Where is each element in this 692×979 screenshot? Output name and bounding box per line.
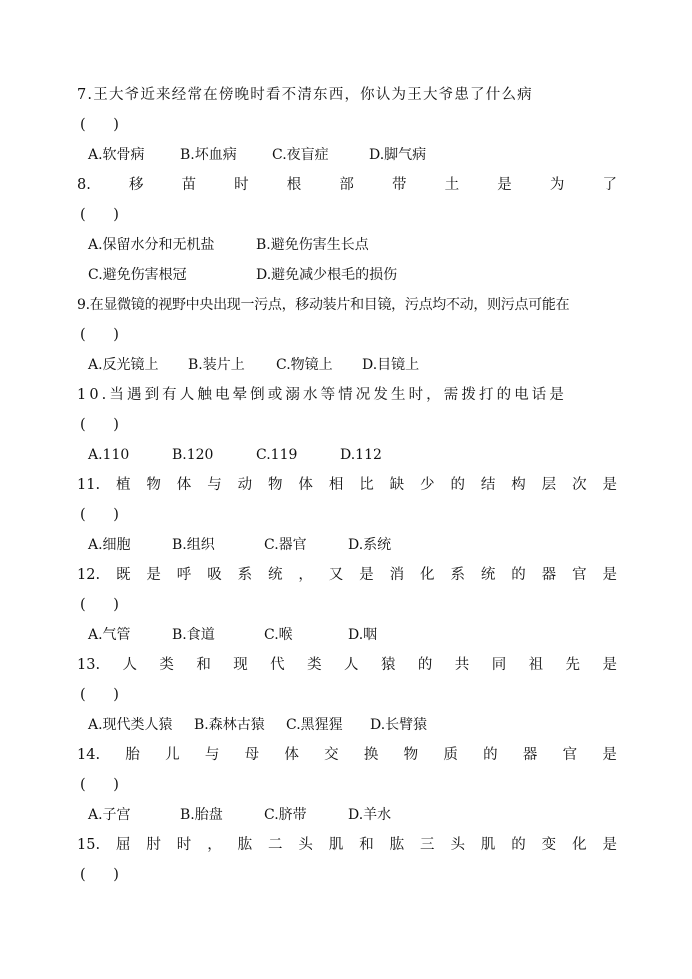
question-14-options xyxy=(88,804,391,826)
stem-char: 换 xyxy=(363,747,379,763)
stem-char: 化 xyxy=(420,567,435,583)
stem-char: 代 xyxy=(270,657,285,673)
stem-char: 和 xyxy=(359,837,374,853)
option-b: B.坏血病 xyxy=(180,147,237,163)
option-c: C.脐带 xyxy=(264,807,307,823)
question-number: 15. xyxy=(77,837,101,853)
stem-char: 土 xyxy=(444,177,460,193)
stem-char: 器 xyxy=(541,567,557,583)
stem-char: 人 xyxy=(344,657,359,673)
stem-char: 时 xyxy=(176,837,192,853)
stem-char: 根 xyxy=(286,177,302,193)
stem-char: 与 xyxy=(207,477,222,493)
answer-blank: ( ) xyxy=(80,507,119,523)
option-c: C.喉 xyxy=(264,627,293,643)
stem-char: 层 xyxy=(541,477,557,493)
stem-char: ， xyxy=(298,567,313,583)
option-d: D.目镜上 xyxy=(362,357,420,373)
stem-char: 少 xyxy=(420,477,435,493)
question-number: 7. xyxy=(77,87,94,103)
stem-char: 和 xyxy=(196,657,211,673)
stem-char: 肱 xyxy=(389,837,405,853)
answer-blank: ( ) xyxy=(80,207,119,223)
stem-char: 了 xyxy=(602,177,617,193)
stem-char: 系 xyxy=(450,567,465,583)
question-text: 当遇到有人触电晕倒或溺水等情况发生时，需拨打的电话是 xyxy=(109,387,567,403)
stem-char: 又 xyxy=(328,567,344,583)
stem-char: 肌 xyxy=(328,837,344,853)
stem-char: 次 xyxy=(572,477,587,493)
question-9-stem xyxy=(77,294,617,316)
question-8-options-row1 xyxy=(88,234,369,256)
option-d: D.112 xyxy=(340,447,382,463)
option-d: D.系统 xyxy=(348,537,392,553)
option-c: C.夜盲症 xyxy=(272,147,329,163)
stem-char: 带 xyxy=(392,177,407,193)
stem-char: 的 xyxy=(511,567,526,583)
answer-blank: ( ) xyxy=(80,867,119,883)
stem-char: ， xyxy=(207,837,222,853)
stem-char: 共 xyxy=(454,657,470,673)
stem-char: 是 xyxy=(359,567,374,583)
option-b: B.食道 xyxy=(172,627,215,643)
stem-char: 体 xyxy=(298,477,313,493)
stem-char: 胎 xyxy=(125,747,140,763)
question-11-stem xyxy=(77,474,617,496)
stem-char: 消 xyxy=(389,567,405,583)
stem-char: 体 xyxy=(284,747,299,763)
option-c: C.器官 xyxy=(264,537,307,553)
answer-blank: ( ) xyxy=(80,117,119,133)
question-number: 9. xyxy=(77,297,90,313)
stem-char: 苗 xyxy=(181,177,197,193)
stem-char: 吸 xyxy=(207,567,222,583)
question-7-options xyxy=(88,144,426,166)
stem-char: 物 xyxy=(268,477,283,493)
stem-char: 呼 xyxy=(176,567,192,583)
option-b: B.120 xyxy=(172,447,214,463)
stem-char: 统 xyxy=(480,567,496,583)
stem-char: 类 xyxy=(159,657,174,673)
stem-char: 是 xyxy=(602,477,617,493)
option-c: C.避免伤害根冠 xyxy=(88,267,187,283)
stem-char: 体 xyxy=(176,477,192,493)
option-a: A.气管 xyxy=(88,627,131,643)
option-b: B.森林古猿 xyxy=(194,717,265,733)
answer-blank: ( ) xyxy=(80,687,119,703)
stem-char: 二 xyxy=(268,837,283,853)
question-15-stem xyxy=(77,834,617,856)
question-13-stem xyxy=(77,654,617,676)
stem-char: 统 xyxy=(268,567,283,583)
question-number: 11. xyxy=(77,477,101,493)
option-b: B.组织 xyxy=(172,537,215,553)
stem-char: 三 xyxy=(420,837,435,853)
option-c: C.119 xyxy=(256,447,298,463)
option-a: A.子宫 xyxy=(88,807,131,823)
question-10-stem xyxy=(77,384,617,406)
option-d: D.咽 xyxy=(348,627,378,643)
stem-char: 部 xyxy=(339,177,354,193)
stem-char: 系 xyxy=(237,567,253,583)
stem-char: 祖 xyxy=(528,657,544,673)
question-9-options xyxy=(88,354,419,376)
stem-char: 时 xyxy=(234,177,249,193)
option-a: A.反光镜上 xyxy=(88,357,159,373)
question-number: 14. xyxy=(77,747,101,763)
stem-char: 头 xyxy=(450,837,465,853)
stem-char: 比 xyxy=(359,477,374,493)
question-12-stem xyxy=(77,564,617,586)
question-number: 13. xyxy=(77,657,101,673)
option-a: A.细胞 xyxy=(88,537,131,553)
stem-char: 人 xyxy=(122,657,137,673)
stem-char: 类 xyxy=(307,657,322,673)
option-d: D.长臂猿 xyxy=(370,717,428,733)
stem-char: 肱 xyxy=(237,837,253,853)
stem-char: 交 xyxy=(324,747,339,763)
option-b: B.避免伤害生长点 xyxy=(256,237,369,253)
stem-char: 物 xyxy=(146,477,161,493)
stem-char: 与 xyxy=(204,747,220,763)
stem-char: 官 xyxy=(562,747,578,763)
answer-blank: ( ) xyxy=(80,597,119,613)
stem-char: 肘 xyxy=(146,837,161,853)
stem-char: 化 xyxy=(572,837,587,853)
option-d: D.羊水 xyxy=(348,807,392,823)
answer-blank: ( ) xyxy=(80,777,119,793)
stem-char: 肌 xyxy=(480,837,496,853)
stem-char: 是 xyxy=(602,567,617,583)
option-d: D.脚气病 xyxy=(369,147,427,163)
answer-blank: ( ) xyxy=(80,327,119,343)
stem-char: 儿 xyxy=(165,747,180,763)
stem-char: 相 xyxy=(328,477,344,493)
question-14-stem xyxy=(77,744,617,766)
stem-char: 植 xyxy=(115,477,131,493)
option-c: C.物镜上 xyxy=(276,357,333,373)
question-7-stem xyxy=(77,84,617,106)
stem-char: 先 xyxy=(565,657,581,673)
stem-char: 器 xyxy=(522,747,538,763)
option-b: B.胎盘 xyxy=(180,807,223,823)
question-text: 王大爷近来经常在傍晚时看不清东西，你认为王大爷患了什么病 xyxy=(93,87,533,103)
stem-char: 变 xyxy=(541,837,557,853)
stem-char: 缺 xyxy=(389,477,405,493)
stem-char: 动 xyxy=(237,477,253,493)
option-b: B.装片上 xyxy=(188,357,245,373)
stem-char: 是 xyxy=(602,657,617,673)
stem-char: 母 xyxy=(244,747,260,763)
stem-char: 构 xyxy=(511,477,526,493)
stem-char: 是 xyxy=(602,837,617,853)
option-d: D.避免减少根毛的损伤 xyxy=(256,267,398,283)
question-number: 12. xyxy=(77,567,101,583)
question-number: 10. xyxy=(77,387,110,403)
stem-char: 猿 xyxy=(380,657,396,673)
option-a: A.软骨病 xyxy=(88,147,145,163)
question-text: 在显微镜的视野中央出现一污点，移动装片和目镜，污点均不动，则污点可能在 xyxy=(89,297,570,313)
question-12-options xyxy=(88,624,377,646)
question-13-options xyxy=(88,714,427,736)
stem-char: 屈 xyxy=(115,837,131,853)
stem-char: 的 xyxy=(450,477,465,493)
stem-char: 移 xyxy=(128,177,144,193)
stem-char: 是 xyxy=(497,177,512,193)
stem-char: 物 xyxy=(403,747,419,763)
option-c: C.黑猩猩 xyxy=(286,717,343,733)
stem-char: 质 xyxy=(443,747,458,763)
question-number: 8. xyxy=(77,177,91,193)
stem-char: 为 xyxy=(549,177,565,193)
stem-char: 官 xyxy=(572,567,587,583)
question-8-options-row2 xyxy=(88,264,397,286)
stem-char: 现 xyxy=(233,657,248,673)
question-8-stem xyxy=(77,174,617,196)
option-a: A.110 xyxy=(88,447,130,463)
stem-char: 的 xyxy=(417,657,433,673)
answer-blank: ( ) xyxy=(80,417,119,433)
stem-char: 结 xyxy=(480,477,496,493)
stem-char: 是 xyxy=(146,567,161,583)
stem-char: 的 xyxy=(483,747,498,763)
stem-char: 同 xyxy=(491,657,507,673)
stem-char: 既 xyxy=(115,567,131,583)
question-11-options xyxy=(88,534,391,556)
stem-char: 头 xyxy=(298,837,313,853)
option-a: A.保留水分和无机盐 xyxy=(88,237,215,253)
question-10-options xyxy=(88,444,382,466)
stem-char: 是 xyxy=(602,747,617,763)
option-a: A.现代类人猿 xyxy=(88,717,173,733)
stem-char: 的 xyxy=(511,837,526,853)
